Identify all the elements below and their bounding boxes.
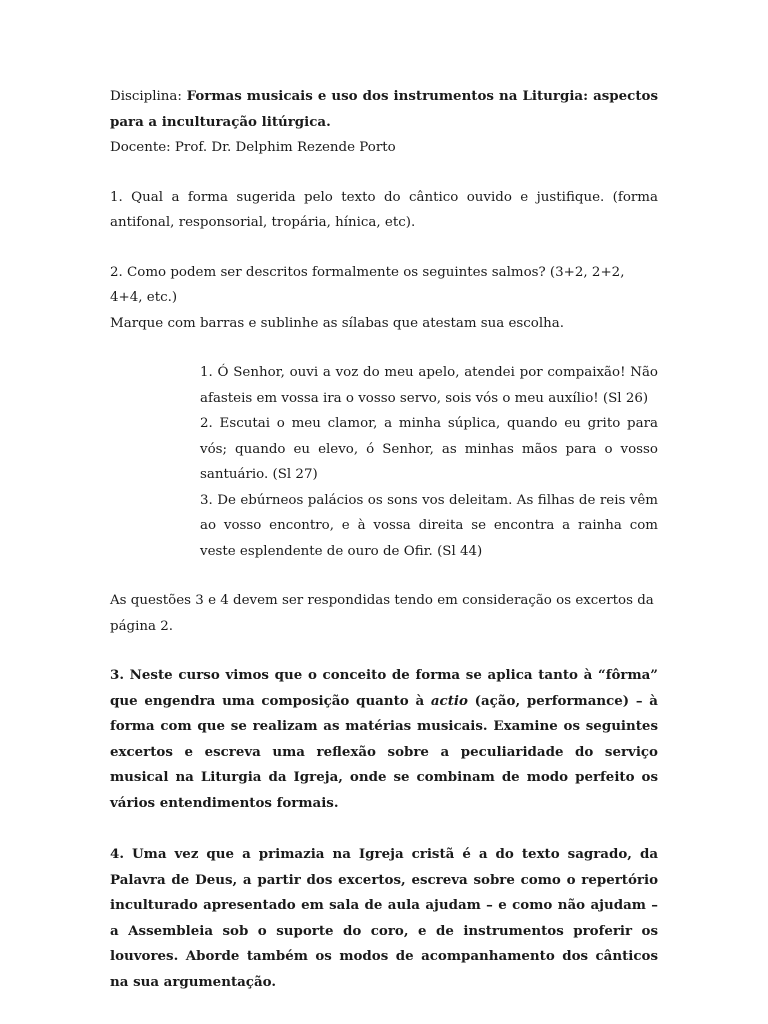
question-2-line-2: Marque com barras e sublinhe as sílabas que atestam sua escolha. xyxy=(110,315,565,331)
discipline-label: Disciplina: xyxy=(110,89,182,104)
psalm-item: 2. Escutai o meu clamor, a minha súplica, quando eu grito para vós; quando eu elevo, ó Senhor, as minhas mãos para o vosso santuário. (Sl 27) xyxy=(200,416,658,482)
question-1: 1. Qual a forma sugerida pelo texto do cântico ouvido e justifique. (forma antifonal, responsorial, tropária, hínica, etc). xyxy=(110,189,658,230)
discipline-line xyxy=(110,84,658,135)
teacher-line: Docente: Prof. Dr. Delphim Rezende Porto xyxy=(110,140,396,155)
discipline-title: Formas musicais e uso dos instrumentos na Liturgia: aspectos para a inculturação litúrgica. xyxy=(110,88,658,130)
question-3-part-2: (ação, performance) – à forma com que se realizam as matérias musicais. Examine os seguintes excertos e escreva uma reflexão sobre a peculiaridade do serviço musical na Liturgia da Igreja, onde se combinam de modo perfeito os vários entendimentos formais. xyxy=(110,692,658,811)
question-3 xyxy=(110,663,658,816)
question-4: 4. Uma vez que a primazia na Igreja cristã é a do texto sagrado, da Palavra de Deus, a partir dos excertos, escreva sobre como o repertório inculturado apresentado em sala de aula ajudam – e como não ajudam – a Assembleia sob o suporte do coro, e de instrumentos proferir os louvores. Aborde também os modos de acompanhamento dos cânticos na sua argumentação. xyxy=(110,846,658,990)
psalm-item: 1. Ó Senhor, ouvi a voz do meu apelo, atendei por compaixão! Não afasteis em vossa ira o vosso servo, sois vós o meu auxílio! (Sl 26) xyxy=(200,365,658,406)
question-3-italic: actio xyxy=(430,692,468,709)
instruction-note: As questões 3 e 4 devem ser respondidas tendo em consideração os excertos da página 2. xyxy=(110,593,654,634)
question-2-line-1: 2. Como podem ser descritos formalmente os seguintes salmos? (3+2, 2+2, 4+4, etc.) xyxy=(110,264,625,305)
psalm-item: 3. De ebúrneos palácios os sons vos deleitam. As filhas de reis vêm ao vosso encontro, e à vossa direita se encontra a rainha com veste esplendente de ouro de Ofir. (Sl 44) xyxy=(200,492,658,559)
psalm-list xyxy=(200,360,658,564)
question-3-part-1: 3. Neste curso vimos que o conceito de forma se aplica tanto à “fôrma” que engendra uma composição quanto à xyxy=(110,667,658,709)
